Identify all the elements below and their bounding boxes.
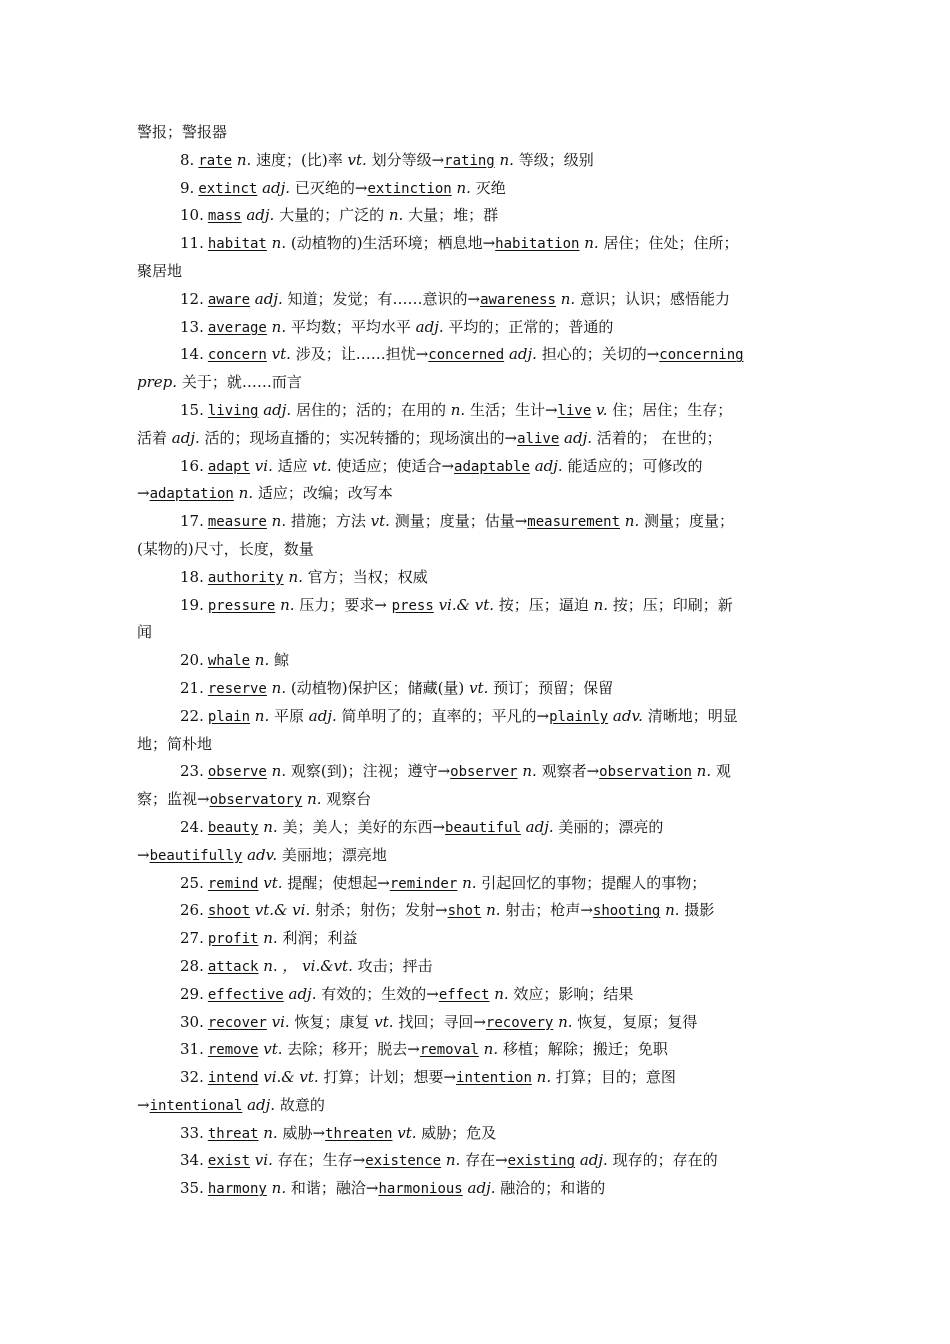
vocab-word: recover [207, 1014, 267, 1031]
vocab-line [137, 147, 815, 175]
vocab-word: reminder [389, 875, 458, 892]
vocab-word: beautifully [149, 847, 243, 864]
vocab-word: intentional [149, 1097, 243, 1114]
entry-number: 28. [180, 956, 204, 975]
vocab-word: pressure [207, 597, 276, 614]
part-of-speech: n. [288, 567, 303, 586]
part-of-speech: vi. [254, 456, 273, 475]
part-of-speech: n. [483, 1040, 499, 1059]
definition-text: 速度；(比)率 [256, 150, 348, 169]
definition-text: 融洽的；和谐的 [500, 1179, 606, 1198]
vocab-word: extinction [367, 180, 452, 197]
vocab-line [137, 286, 815, 314]
part-of-speech: adj. [263, 400, 292, 419]
definition-text: 住；居住；生存； [612, 400, 733, 419]
definition-text: 移植；解除；搬迁；免职 [502, 1040, 668, 1059]
part-of-speech: adj. [415, 317, 444, 336]
part-of-speech: prep. [137, 373, 178, 392]
vocab-line [137, 119, 815, 147]
part-of-speech: adj. [579, 1151, 608, 1170]
vocab-word: measure [207, 514, 267, 531]
vocab-word: concern [207, 347, 267, 364]
definition-text: 美丽的；漂亮的 [558, 817, 664, 836]
definition-text: 射击；枪声→ [505, 901, 593, 920]
part-of-speech: n. [486, 901, 501, 920]
entry-number: 35. [180, 1179, 204, 1198]
definition-text: 大量的；广泛的 [279, 206, 389, 225]
definition-text: 适应；改编；改写本 [257, 484, 393, 503]
vocab-line [137, 786, 815, 814]
vocab-word: observe [207, 764, 267, 781]
definition-text: 灭绝 [475, 178, 506, 197]
definition-text: (动植物的)生活环境；栖息地→ [290, 234, 496, 253]
entry-number: 30. [180, 1012, 204, 1031]
part-of-speech: vt. [263, 1040, 283, 1059]
definition-text: 美；美人；美好的东西→ [282, 817, 446, 836]
part-of-speech: n. [450, 400, 466, 419]
vocab-word: removal [419, 1042, 479, 1059]
vocab-word: existing [507, 1153, 576, 1170]
definition-text: 观 [715, 762, 731, 781]
definition-text: 活着 [137, 428, 172, 447]
part-of-speech: n. [499, 150, 514, 169]
vocab-word: beauty [207, 819, 259, 836]
vocab-word: measurement [527, 514, 621, 531]
vocab-word: live [557, 402, 592, 419]
vocab-word: observatory [209, 792, 303, 809]
vocab-word: living [207, 402, 259, 419]
vocab-line [137, 925, 815, 953]
vocab-line [137, 842, 815, 870]
definition-text: → [137, 1095, 150, 1114]
definition-text: 措施；方法 [290, 512, 371, 531]
part-of-speech: n. [263, 1123, 278, 1142]
entry-number: 10. [180, 206, 204, 225]
definition-text: 攻击；抨击 [357, 956, 433, 975]
definition-text: 现存的；存在的 [612, 1151, 718, 1170]
definition-text: 活着的； 在世的； [596, 428, 722, 447]
part-of-speech: n. [263, 817, 278, 836]
vocab-line [137, 981, 815, 1009]
definition-text: 大量；堆；群 [408, 206, 499, 225]
vocab-word: rate [198, 152, 233, 169]
part-of-speech: vt. [370, 512, 390, 531]
part-of-speech: n. [558, 1012, 573, 1031]
vocab-line [137, 341, 815, 369]
vocab-line [137, 897, 815, 925]
definition-text: 生活；生计→ [469, 400, 558, 419]
part-of-speech: n. [584, 234, 599, 253]
entry-number: 22. [180, 706, 204, 725]
definition-text: 打算；目的；意图 [555, 1068, 676, 1087]
vocab-word: authority [207, 569, 284, 586]
vocab-word: shooting [592, 903, 661, 920]
entry-number: 21. [180, 678, 204, 697]
entry-number: 19. [180, 595, 204, 614]
definition-text: → [137, 484, 150, 503]
definition-text: 美丽地；漂亮地 [281, 845, 387, 864]
definition-text: 等级；级别 [518, 150, 594, 169]
definition-text: 活的；现场直播的；实况转播的；现场演出的→ [204, 428, 518, 447]
part-of-speech: n. [665, 901, 680, 920]
definition-text: 故意的 [279, 1095, 325, 1114]
vocab-line [137, 619, 815, 647]
definition-text: 和谐；融洽→ [290, 1179, 379, 1198]
vocab-line [137, 1175, 815, 1203]
definition-text: 预订；预留；保留 [493, 678, 614, 697]
part-of-speech: vi.& vt. [263, 1068, 319, 1087]
definition-text: 测量；度量； [644, 512, 735, 531]
vocab-line [137, 314, 815, 342]
vocab-line [137, 758, 815, 786]
entry-number: 23. [180, 762, 204, 781]
part-of-speech: vt. [347, 150, 367, 169]
definition-text: 关于；就……而言 [181, 373, 302, 392]
entry-number: 14. [180, 345, 204, 364]
vocab-word: plain [207, 708, 251, 725]
vocab-word: profit [207, 931, 259, 948]
vocab-word: intention [456, 1070, 532, 1087]
part-of-speech: n. [271, 1179, 287, 1198]
definition-text: 闻 [137, 623, 153, 642]
definition-text: 观察(到)；注视；遵守→ [290, 762, 451, 781]
part-of-speech: n. [522, 762, 537, 781]
definition-text: 利润；利益 [282, 929, 358, 948]
definition-text: 威胁；危及 [421, 1123, 497, 1142]
part-of-speech: n. [462, 873, 477, 892]
part-of-speech: vi. [271, 1012, 290, 1031]
entry-number: 8. [180, 150, 195, 169]
definition-text: 引起回忆的事物；提醒人的事物； [481, 873, 707, 892]
definition-text: 划分等级→ [371, 150, 445, 169]
vocab-word: average [207, 319, 267, 336]
part-of-speech: n. [271, 317, 287, 336]
vocab-word: adaptation [149, 486, 234, 503]
vocab-word: habitat [207, 236, 267, 253]
vocab-word: shot [447, 903, 482, 920]
vocab-line [137, 647, 815, 675]
vocab-line [137, 202, 815, 230]
vocab-word: intend [207, 1070, 259, 1087]
entry-number: 25. [180, 873, 204, 892]
definition-text: 按；压；逼迫 [498, 595, 594, 614]
part-of-speech: vt. [271, 345, 291, 364]
vocab-word: concerning [659, 347, 744, 364]
part-of-speech: n. [388, 206, 404, 225]
definition-text: 察；监视→ [137, 790, 210, 809]
vocab-line [137, 1147, 815, 1175]
part-of-speech: adj. [467, 1179, 496, 1198]
part-of-speech: vt. [469, 678, 489, 697]
vocab-word: whale [207, 653, 251, 670]
vocab-line [137, 230, 815, 258]
part-of-speech: adj. [525, 817, 554, 836]
definition-text: 简单明了的；直率的；平凡的→ [341, 706, 550, 725]
definition-text: 压力；要求→ [299, 595, 392, 614]
part-of-speech: n. [696, 762, 712, 781]
vocab-word: aware [207, 291, 251, 308]
definition-text: 担心的；关切的→ [541, 345, 660, 364]
part-of-speech: n. [593, 595, 609, 614]
part-of-speech: n. [536, 1068, 552, 1087]
vocab-word: habitation [495, 236, 580, 253]
definition-text: 聚居地 [137, 261, 183, 280]
definition-text: 打算；计划；想要→ [323, 1068, 457, 1087]
part-of-speech: n. [280, 595, 295, 614]
part-of-speech: adj. [508, 345, 537, 364]
entry-number: 20. [180, 651, 204, 670]
definition-text: (动植物)保护区；储藏(量) [290, 678, 470, 697]
part-of-speech: adj. [246, 206, 275, 225]
vocab-word: recovery [485, 1014, 554, 1031]
entry-number: 15. [180, 400, 204, 419]
vocab-word: awareness [480, 291, 556, 308]
definition-text: 适应 [277, 456, 313, 475]
part-of-speech: n. [307, 790, 322, 809]
definition-text: 找回；寻回→ [398, 1012, 486, 1031]
vocab-line [137, 592, 815, 620]
entry-number: 26. [180, 901, 204, 920]
entry-number: 31. [180, 1040, 204, 1059]
vocab-word: shoot [207, 903, 251, 920]
definition-text: 去除；移开；脱去→ [287, 1040, 420, 1059]
definition-text: 地；简朴地 [137, 734, 213, 753]
part-of-speech: n. [456, 178, 471, 197]
part-of-speech: adj. [534, 456, 563, 475]
definition-text: 平均的；正常的；普通的 [448, 317, 614, 336]
vocab-word: harmonious [378, 1181, 463, 1198]
vocab-line [137, 480, 815, 508]
definition-text: 测量；度量；估量→ [394, 512, 528, 531]
definition-text: 射杀；射伤；发射→ [315, 901, 448, 920]
definition-text: 存在→ [465, 1151, 508, 1170]
vocab-word: effective [207, 986, 284, 1003]
part-of-speech: n. [271, 678, 287, 697]
definition-text: 警报；警报器 [137, 123, 228, 141]
vocab-word: rating [444, 152, 495, 169]
entry-number: 33. [180, 1123, 204, 1142]
definition-text: 存在；生存→ [277, 1151, 366, 1170]
vocab-line [137, 564, 815, 592]
definition-text: 平均数；平均水平 [290, 317, 416, 336]
part-of-speech: n. [236, 150, 252, 169]
part-of-speech: adj. [254, 289, 283, 308]
vocab-word: exist [207, 1153, 251, 1170]
part-of-speech: n. [263, 929, 278, 948]
part-of-speech: adv. [247, 845, 278, 864]
definition-text: 官方；当权；权威 [307, 567, 428, 586]
vocab-line [137, 1120, 815, 1148]
vocab-line [137, 814, 815, 842]
part-of-speech: n. [560, 289, 576, 308]
entry-number: 34. [180, 1151, 204, 1170]
part-of-speech: adj. [262, 178, 291, 197]
vocab-line [137, 425, 815, 453]
vocab-line [137, 508, 815, 536]
definition-text: 使适应；使适合→ [336, 456, 455, 475]
definition-text: 有效的；生效的→ [321, 984, 439, 1003]
vocab-line [137, 1036, 815, 1064]
definition-text: (某物的)尺寸，长度，数量 [137, 539, 314, 558]
definition-text: 恢复；康复 [294, 1012, 375, 1031]
vocab-line [137, 536, 815, 564]
part-of-speech: adj. [288, 984, 317, 1003]
definition-text: 观察台 [326, 790, 372, 809]
definition-text: 摄影 [684, 901, 715, 920]
part-of-speech: n. [238, 484, 254, 503]
definition-text: 清晰地；明显 [647, 706, 738, 725]
part-of-speech: adv. [612, 706, 643, 725]
definition-text: 居住；住处；住所； [603, 234, 739, 253]
vocab-line [137, 1064, 815, 1092]
part-of-speech: vt. [374, 1012, 394, 1031]
entry-number: 11. [180, 234, 204, 253]
vocab-word: concerned [428, 347, 505, 364]
part-of-speech: vt. [397, 1123, 417, 1142]
definition-text: → [137, 845, 150, 864]
vocab-word: reserve [207, 680, 267, 697]
part-of-speech: vi.& vt. [438, 595, 495, 614]
vocab-word: mass [207, 208, 242, 225]
part-of-speech: v. [596, 400, 608, 419]
vocab-word: effect [438, 986, 490, 1003]
vocabulary-list [137, 119, 815, 1203]
entry-number: 32. [180, 1068, 204, 1087]
vocab-word: observation [599, 764, 692, 781]
part-of-speech: vi. [254, 1151, 273, 1170]
vocab-word: adaptable [454, 458, 530, 475]
definition-text: 平原 [274, 706, 309, 725]
definition-text: 观察者→ [541, 762, 600, 781]
vocab-line [137, 1009, 815, 1037]
definition-text: 按；压；印刷；新 [612, 595, 733, 614]
vocab-line [137, 258, 815, 286]
vocab-line [137, 870, 815, 898]
part-of-speech: n. [494, 984, 509, 1003]
entry-number: 27. [180, 929, 204, 948]
definition-text: 知道；发觉；有……意识的→ [287, 289, 481, 308]
entry-number: 29. [180, 984, 204, 1003]
vocab-word: threat [207, 1125, 259, 1142]
part-of-speech: n. [271, 234, 287, 253]
vocab-line [137, 953, 815, 981]
vocab-line [137, 675, 815, 703]
part-of-speech: n. [271, 762, 287, 781]
vocab-word: threaten [325, 1125, 393, 1142]
definition-text: 意识；认识；感悟能力 [579, 289, 730, 308]
entry-number: 9. [180, 178, 195, 197]
vocab-line [137, 175, 815, 203]
entry-number: 18. [180, 567, 204, 586]
definition-text: 威胁→ [282, 1123, 326, 1142]
part-of-speech: vt. [312, 456, 332, 475]
vocab-word: alive [517, 430, 560, 447]
vocab-word: attack [207, 958, 259, 975]
definition-text: 恢复，复原；复得 [577, 1012, 698, 1031]
vocab-word: press [391, 597, 434, 614]
entry-number: 13. [180, 317, 204, 336]
definition-text: 提醒；使想起→ [287, 873, 390, 892]
vocab-word: observer [450, 764, 518, 781]
part-of-speech: adj. [308, 706, 337, 725]
vocab-word: extinct [198, 180, 258, 197]
entry-number: 16. [180, 456, 204, 475]
definition-text: 涉及；让……担忧→ [295, 345, 429, 364]
vocab-line [137, 731, 815, 759]
definition-text: 居住的；活的；在用的 [295, 400, 451, 419]
part-of-speech: adj. [247, 1095, 276, 1114]
vocab-word: plainly [549, 708, 609, 725]
vocab-word: remove [207, 1042, 259, 1059]
entry-number: 24. [180, 817, 204, 836]
vocab-word: remind [207, 875, 259, 892]
part-of-speech: vt. [263, 873, 283, 892]
part-of-speech: vt.& vi. [254, 901, 311, 920]
vocab-word: beautiful [445, 819, 521, 836]
part-of-speech: n. [445, 1151, 461, 1170]
part-of-speech: n. [624, 512, 640, 531]
vocab-word: adapt [207, 458, 251, 475]
part-of-speech: adj. [564, 428, 593, 447]
part-of-speech: n. [254, 706, 270, 725]
part-of-speech: n. [271, 512, 287, 531]
vocab-line [137, 453, 815, 481]
vocab-word: existence [365, 1153, 442, 1170]
vocab-line [137, 397, 815, 425]
part-of-speech: n. [254, 651, 270, 670]
part-of-speech: adj. [171, 428, 200, 447]
entry-number: 12. [180, 289, 204, 308]
definition-text: 效应；影响；结果 [513, 984, 634, 1003]
vocab-word: harmony [207, 1181, 267, 1198]
part-of-speech: n. ， vi.&vt. [263, 956, 353, 975]
definition-text: 已灭绝的→ [294, 178, 368, 197]
entry-number: 17. [180, 512, 204, 531]
definition-text: 能适应的；可修改的 [567, 456, 703, 475]
vocab-line [137, 369, 815, 397]
vocab-line [137, 1092, 815, 1120]
vocab-line [137, 703, 815, 731]
definition-text: 鲸 [274, 651, 290, 670]
